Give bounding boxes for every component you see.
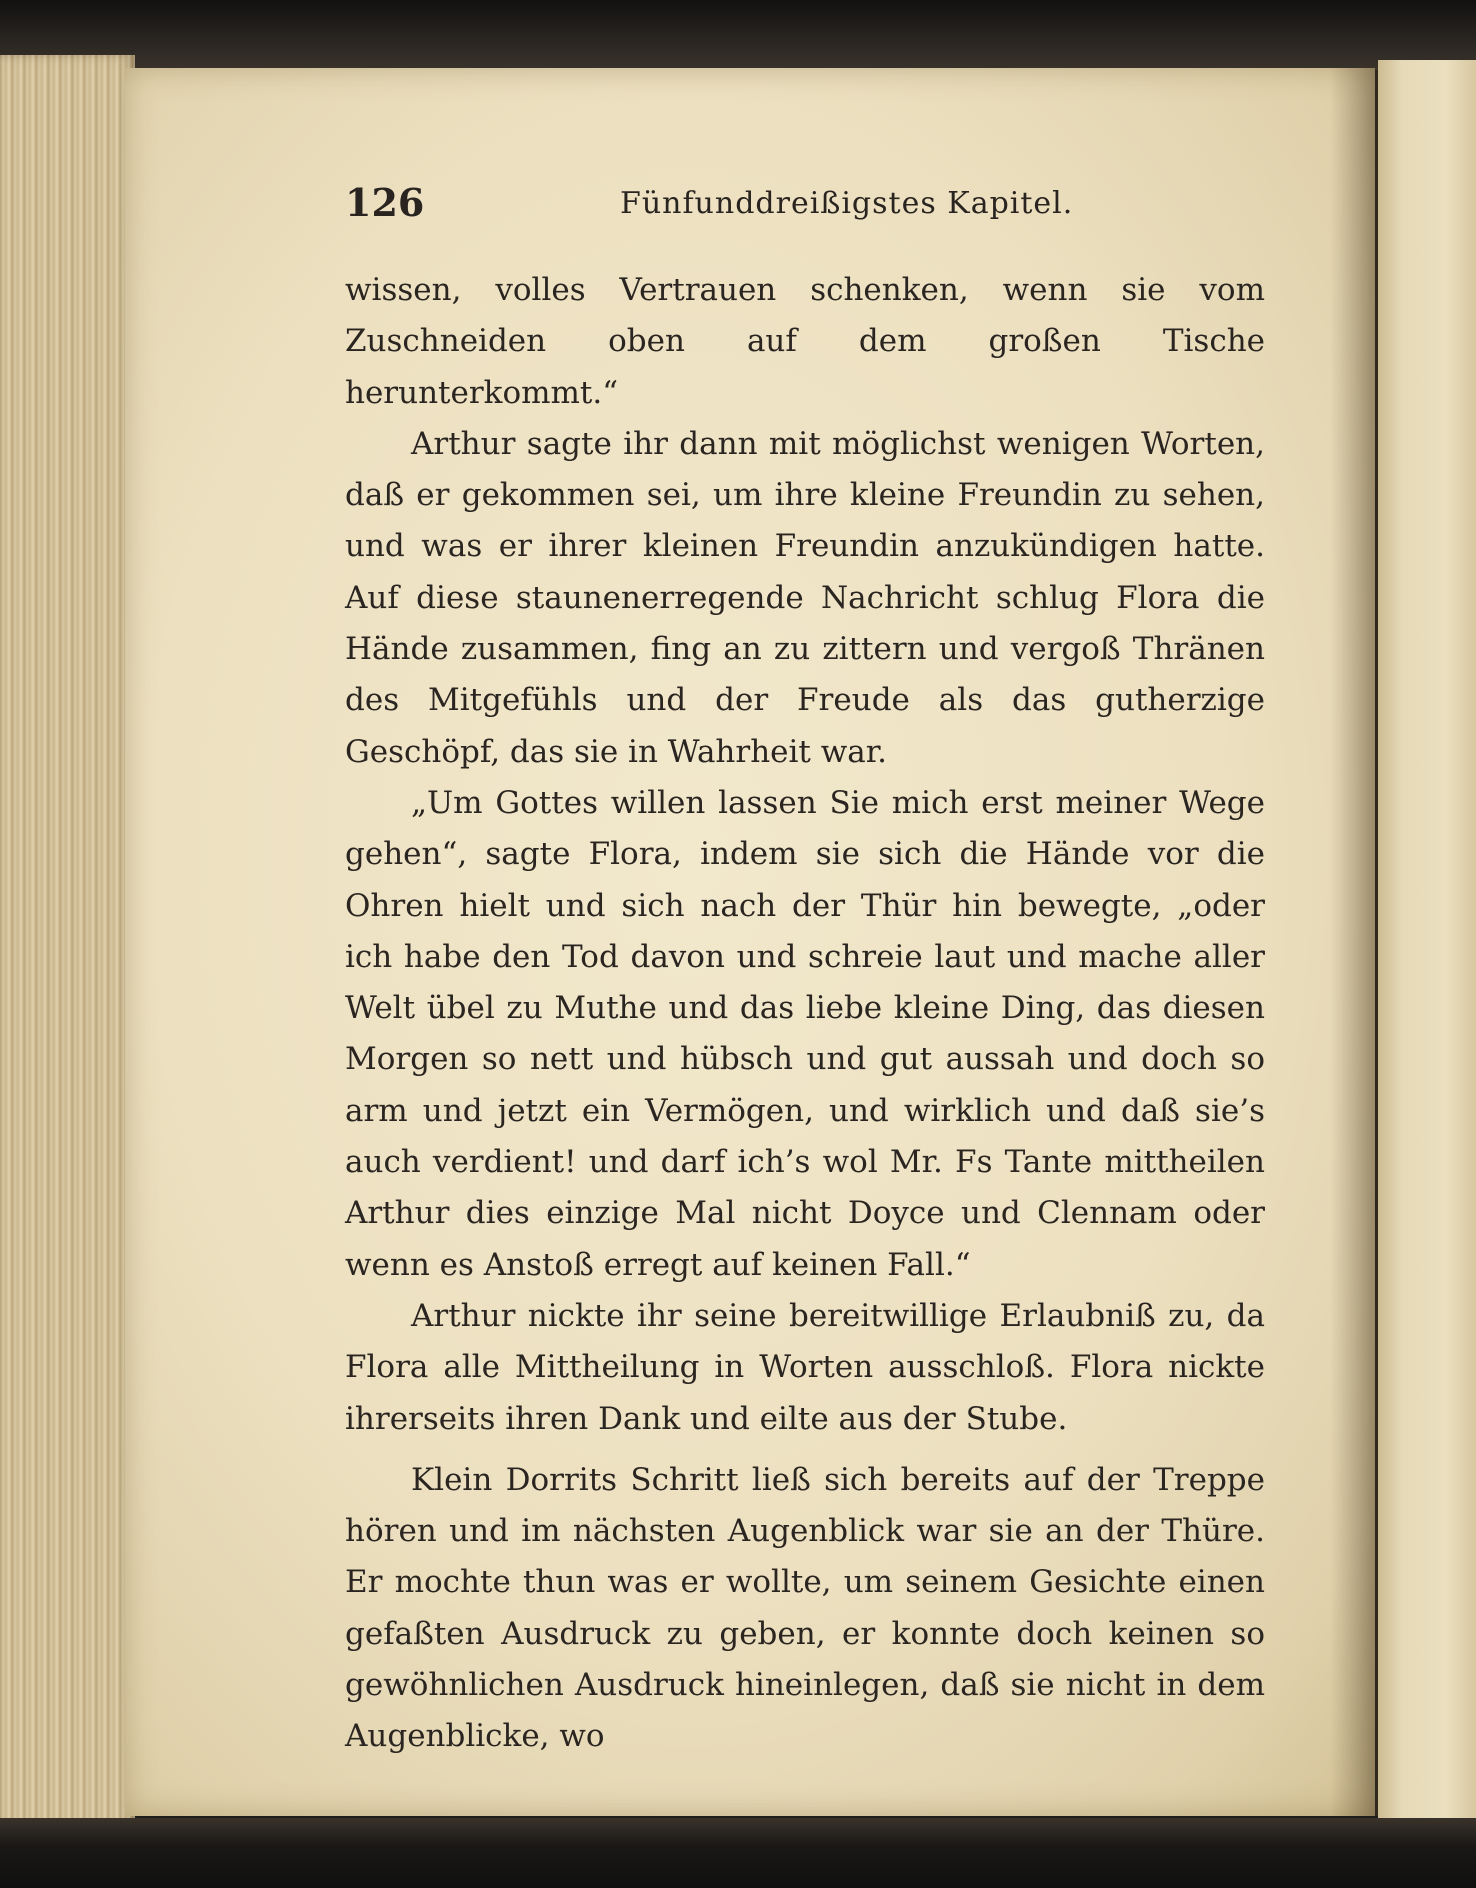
book-cover-bottom-edge [0,1818,1476,1888]
paragraph: wissen, volles Vertrauen schenken, wenn sie vom Zuschneiden oben auf dem großen Tische herunterkommt.“ [345,272,1265,411]
running-head: Fünfunddreißigstes Kapitel. [620,186,1074,221]
paragraph: Arthur sagte ihr dann mit möglichst wenigen Worten, daß er gekommen sei, um ihre kleine Freundin zu sehen, und was er ihrer kleinen Freundin anzukündigen hatte. Auf diese staunenerregende Nachricht schlug Flora die Hände zusammen, fing an zu zittern und vergoß Thränen des Mitgefühls und der Freude als das gutherzige Geschöpf, das sie in Wahrheit war. [345,425,1265,770]
book-cover-top-edge [0,0,1476,70]
paragraph: „Um Gottes willen lassen Sie mich erst meiner Wege gehen“, sagte Flora, indem sie sich die Hände vor die Ohren hielt und sich nach der Thür hin bewegte, „oder ich habe den Tod davon und schreie laut und mache aller Welt übel zu Muthe und das liebe kleine Ding, das diesen Morgen so nett und hübsch und gut aussah und doch so arm und jetzt ein Vermögen, und wirklich und daß sie’s auch verdient! und darf ich’s wol Mr. Fs Tante mittheilen Arthur dies einzige Mal nicht Doyce und Clennam oder wenn es Anstoß erregt auf keinen Fall.“ [345,784,1265,1283]
paragraph: Klein Dorrits Schritt ließ sich bereits auf der Treppe hören und im nächsten Augenblick war sie an der Thüre. Er mochte thun was er wollte, um seinem Gesichte einen gefaßten Ausdruck zu geben, er konnte doch keinen so gewöhnlichen Ausdruck hineinlegen, daß sie nicht in dem Augenblicke, wo [345,1461,1265,1755]
stacked-page-edges [0,55,135,1835]
facing-page-edge [1378,60,1476,1825]
paragraph: Arthur nickte ihr seine bereitwillige Erlaubniß zu, da Flora alle Mittheilung in Worten ausschloß. Flora nickte ihrerseits ihren Dank und eilte aus der Stube. [345,1297,1265,1437]
page-header [345,180,1265,240]
page-number: 126 [345,180,425,225]
body-text [345,265,1265,1763]
gutter-shadow [1330,68,1380,1816]
